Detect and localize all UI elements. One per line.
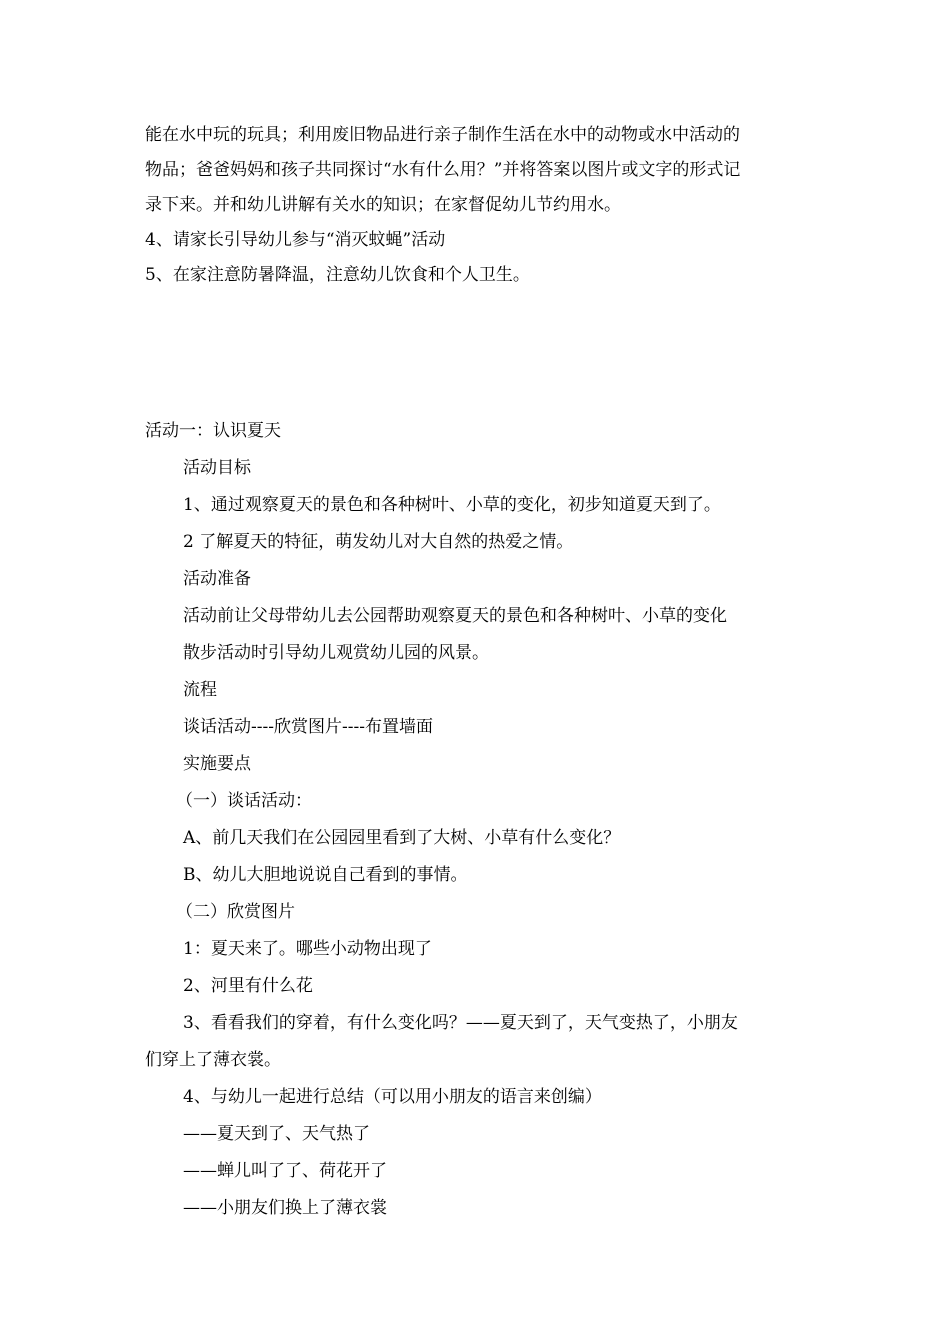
flow-heading: 流程 [183, 680, 217, 700]
activity-title: 活动一：认识夏天 [145, 421, 281, 441]
prep-heading: 活动准备 [183, 569, 251, 589]
activity-section [145, 413, 815, 1227]
parent-notes-block [145, 118, 815, 293]
summary-line: ——蝉儿叫了了、荷花开了 [183, 1161, 387, 1181]
part1-heading: （一）谈话活动： [176, 791, 312, 811]
summary-line: ——小朋友们换上了薄衣裳 [183, 1198, 387, 1218]
part2-item: 3、看看我们的穿着，有什么变化吗？——夏天到了，天气变热了，小朋友 [183, 1013, 738, 1033]
key-points-heading: 实施要点 [183, 754, 251, 774]
list-item: 4、请家长引导幼儿参与“消灭蚊蝇”活动 [145, 230, 446, 250]
part1-item: A、前几天我们在公园园里看到了大树、小草有什么变化？ [183, 828, 621, 848]
paragraph-line: 录下来。并和幼儿讲解有关水的知识；在家督促幼儿节约用水。 [145, 195, 621, 215]
part2-item: 2、河里有什么花 [183, 976, 313, 996]
paragraph-line: 物品；爸爸妈妈和孩子共同探讨“水有什么用？”并将答案以图片或文字的形式记 [145, 160, 741, 180]
prep-item: 活动前让父母带幼儿去公园帮助观察夏天的景色和各种树叶、小草的变化 [183, 606, 727, 626]
part2-item: 1：夏天来了。哪些小动物出现了 [183, 939, 432, 959]
summary-line: ——夏天到了、天气热了 [183, 1124, 370, 1144]
list-item: 5、在家注意防暑降温，注意幼儿饮食和个人卫生。 [145, 265, 530, 285]
paragraph-line: 能在水中玩的玩具；利用废旧物品进行亲子制作生活在水中的动物或水中活动的 [145, 125, 740, 145]
part2-item-continuation: 们穿上了薄衣裳。 [145, 1050, 281, 1070]
part2-item: 4、与幼儿一起进行总结（可以用小朋友的语言来创编） [183, 1087, 602, 1107]
prep-item: 散步活动时引导幼儿观赏幼儿园的风景。 [183, 643, 489, 663]
part2-heading: （二）欣赏图片 [176, 902, 295, 922]
goal-item: 1、通过观察夏天的景色和各种树叶、小草的变化，初步知道夏天到了。 [183, 495, 721, 515]
flow-text: 谈话活动----欣赏图片----布置墙面 [183, 717, 433, 737]
goal-heading: 活动目标 [183, 458, 251, 478]
goal-item: 2 了解夏天的特征，萌发幼儿对大自然的热爱之情。 [183, 532, 574, 552]
part1-item: B、幼儿大胆地说说自己看到的事情。 [183, 865, 468, 885]
